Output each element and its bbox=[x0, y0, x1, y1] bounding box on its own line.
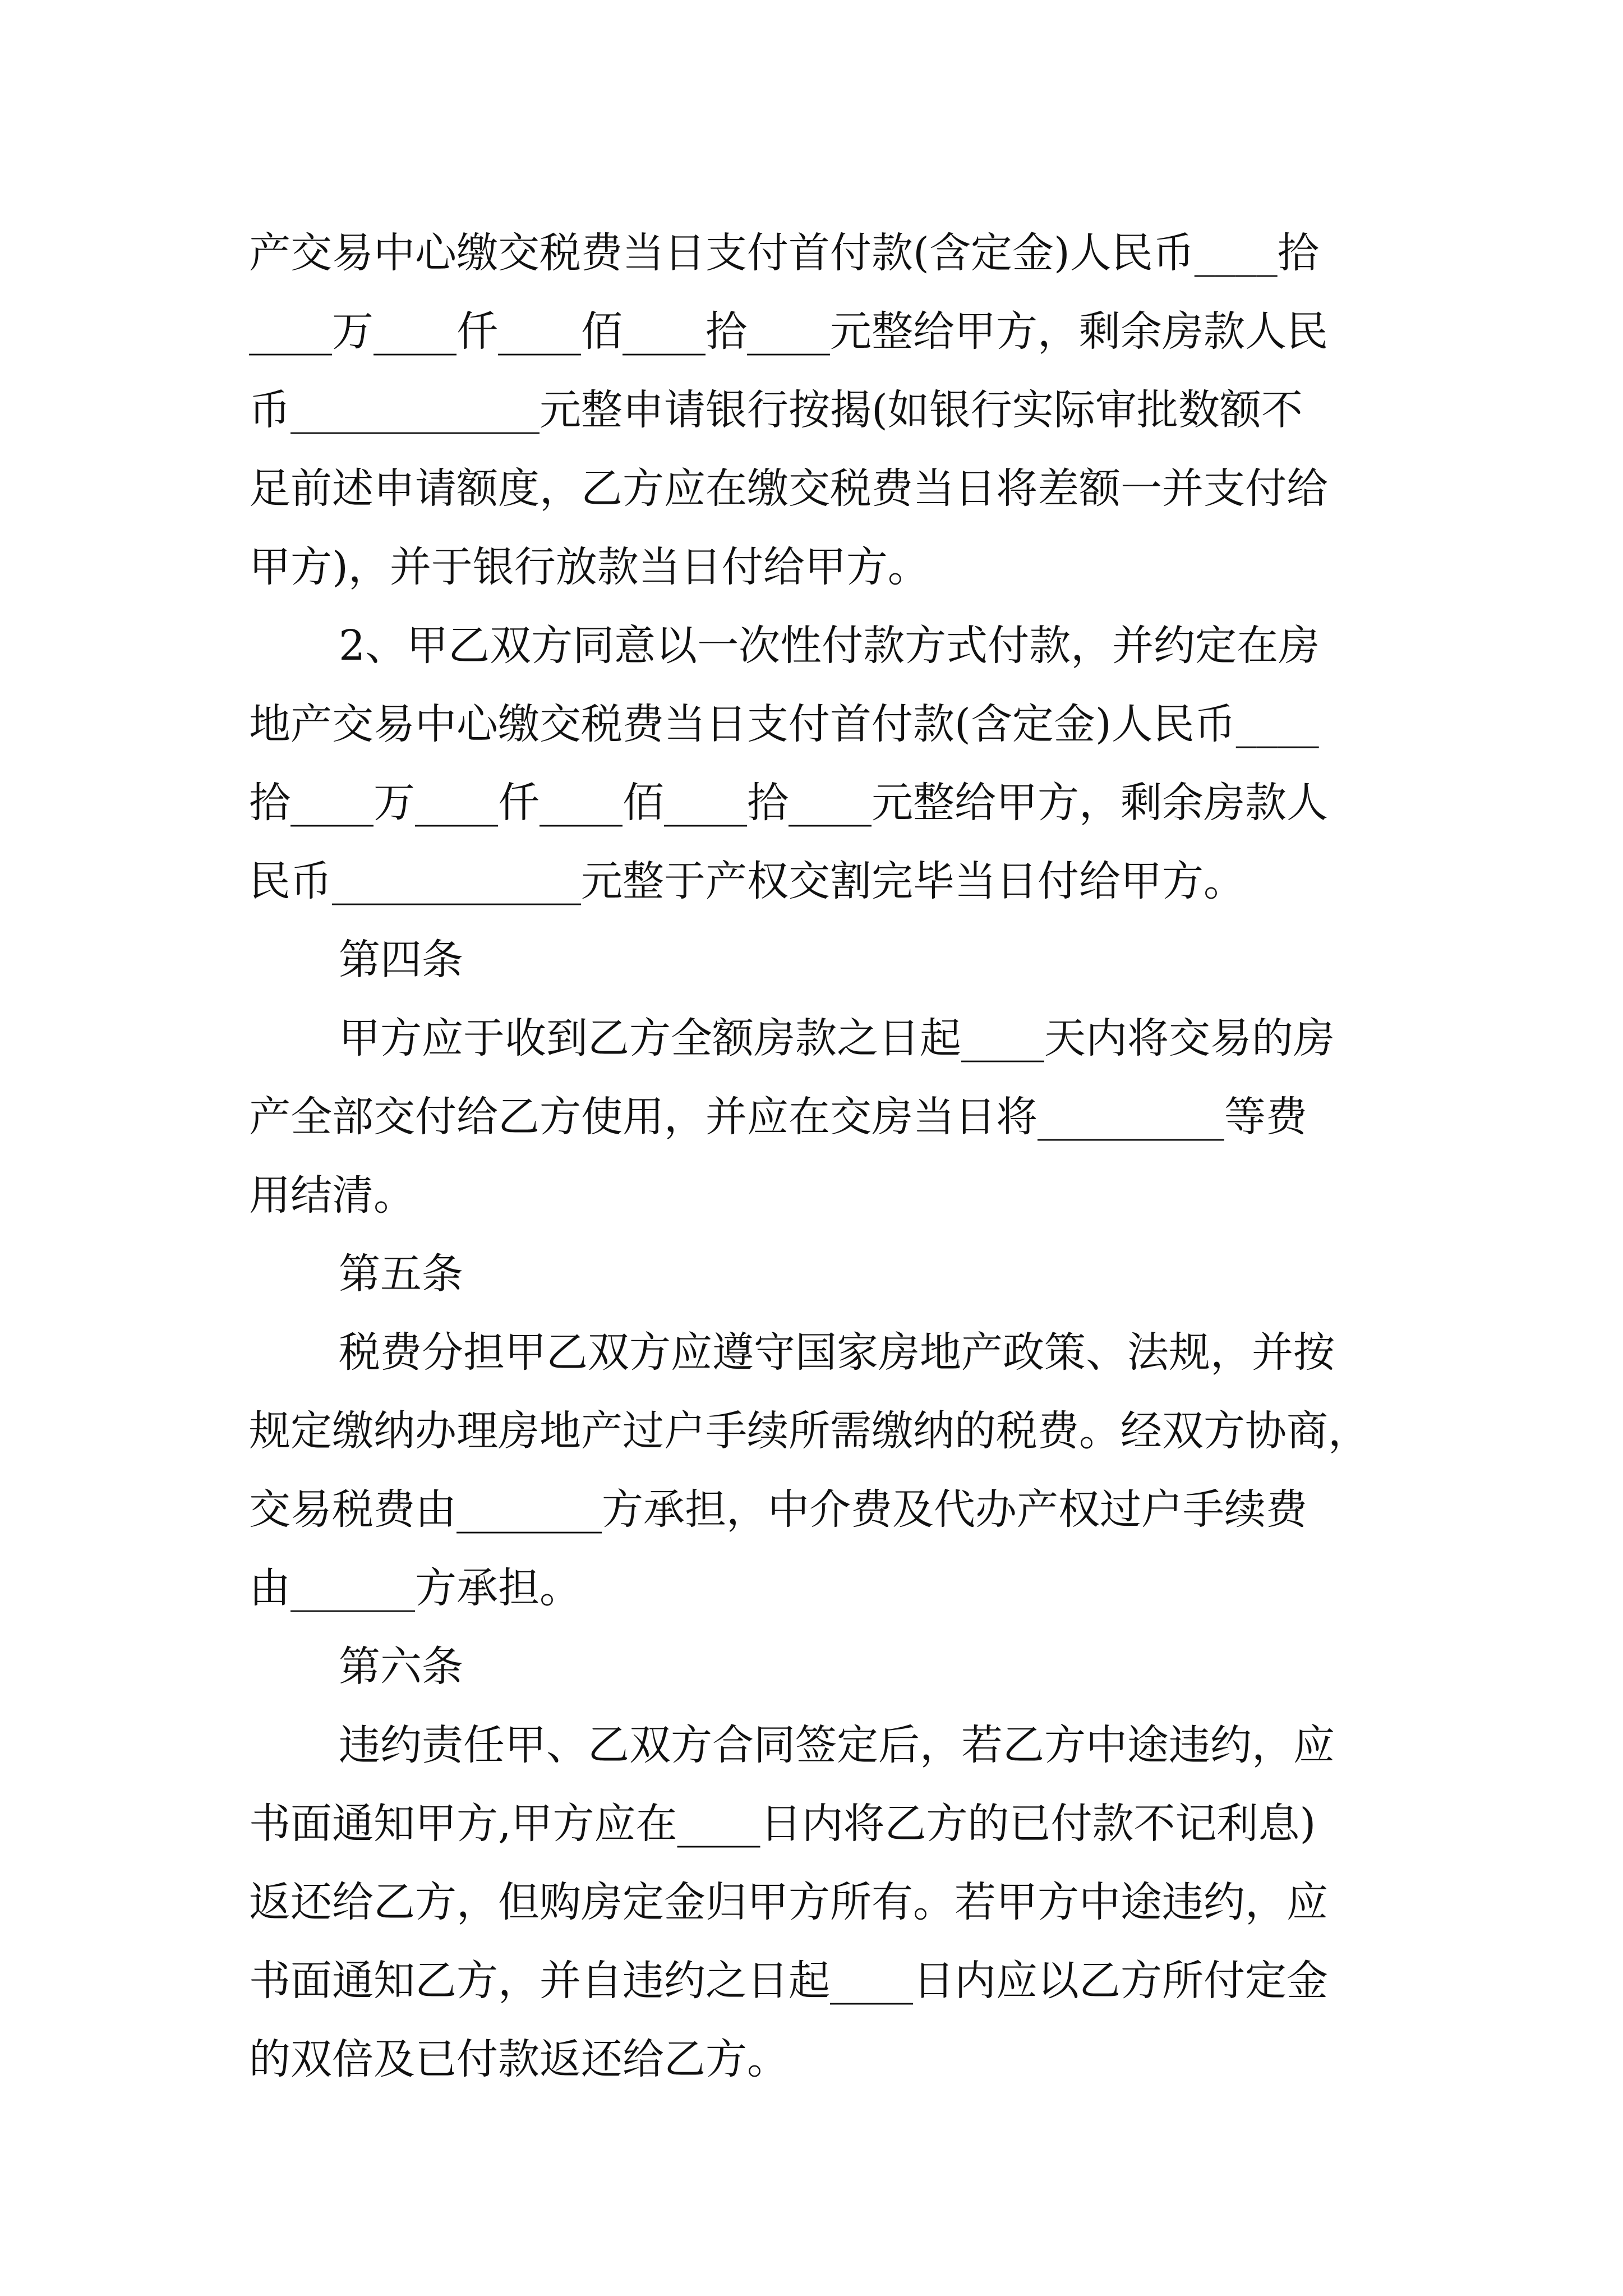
text-line: 由______方承担。 bbox=[249, 1564, 581, 1612]
text-line: 甲方)，并于银行放款当日付给甲方。 bbox=[249, 543, 929, 591]
text-line: 2、甲乙双方同意以一次性付款方式付款，并约定在房 bbox=[339, 622, 1320, 670]
text-line: 产全部交付给乙方使用，并应在交房当日将_________等费 bbox=[249, 1093, 1307, 1141]
text-line: 币____________元整申请银行按揭(如银行实际审批数额不 bbox=[249, 386, 1303, 434]
text-line: 产交易中心缴交税费当日支付首付款(含定金)人民币____拾 bbox=[249, 229, 1319, 277]
text-line: ____万____仟____佰____拾____元整给甲方，剩余房款人民 bbox=[249, 307, 1328, 356]
text-line: 足前述申请额度，乙方应在缴交税费当日将差额一并支付给 bbox=[249, 464, 1328, 513]
text-line: 用结清。 bbox=[249, 1171, 415, 1220]
section-heading: 第六条 bbox=[339, 1642, 463, 1691]
text-line: 税费分担甲乙双方应遵守国家房地产政策、法规，并按 bbox=[339, 1328, 1335, 1377]
text-line: 书面通知甲方,甲方应在____日内将乙方的已付款不记利息) bbox=[249, 1800, 1316, 1848]
section-heading: 第四条 bbox=[339, 936, 463, 984]
text-line: 拾____万____仟____佰____拾____元整给甲方，剩余房款人 bbox=[249, 779, 1328, 827]
text-line: 地产交易中心缴交税费当日支付首付款(含定金)人民币____ bbox=[249, 700, 1319, 748]
text-line: 书面通知乙方，并自违约之日起____日内应以乙方所付定金 bbox=[249, 1957, 1328, 2005]
text-line: 规定缴纳办理房地产过户手续所需缴纳的税费。经双方协商， bbox=[249, 1407, 1370, 1455]
text-line: 甲方应于收到乙方全额房款之日起____天内将交易的房 bbox=[339, 1014, 1335, 1062]
text-line: 的双倍及已付款返还给乙方。 bbox=[249, 2035, 789, 2083]
text-line: 违约责任甲、乙双方合同签定后，若乙方中途违约，应 bbox=[339, 1721, 1335, 1769]
text-line: 民币____________元整于产权交割完毕当日付给甲方。 bbox=[249, 857, 1245, 905]
text-line: 交易税费由_______方承担，中介费及代办产权过户手续费 bbox=[249, 1485, 1307, 1534]
text-line: 返还给乙方，但购房定金归甲方所有。若甲方中途违约，应 bbox=[249, 1878, 1328, 1926]
section-heading: 第五条 bbox=[339, 1250, 463, 1298]
